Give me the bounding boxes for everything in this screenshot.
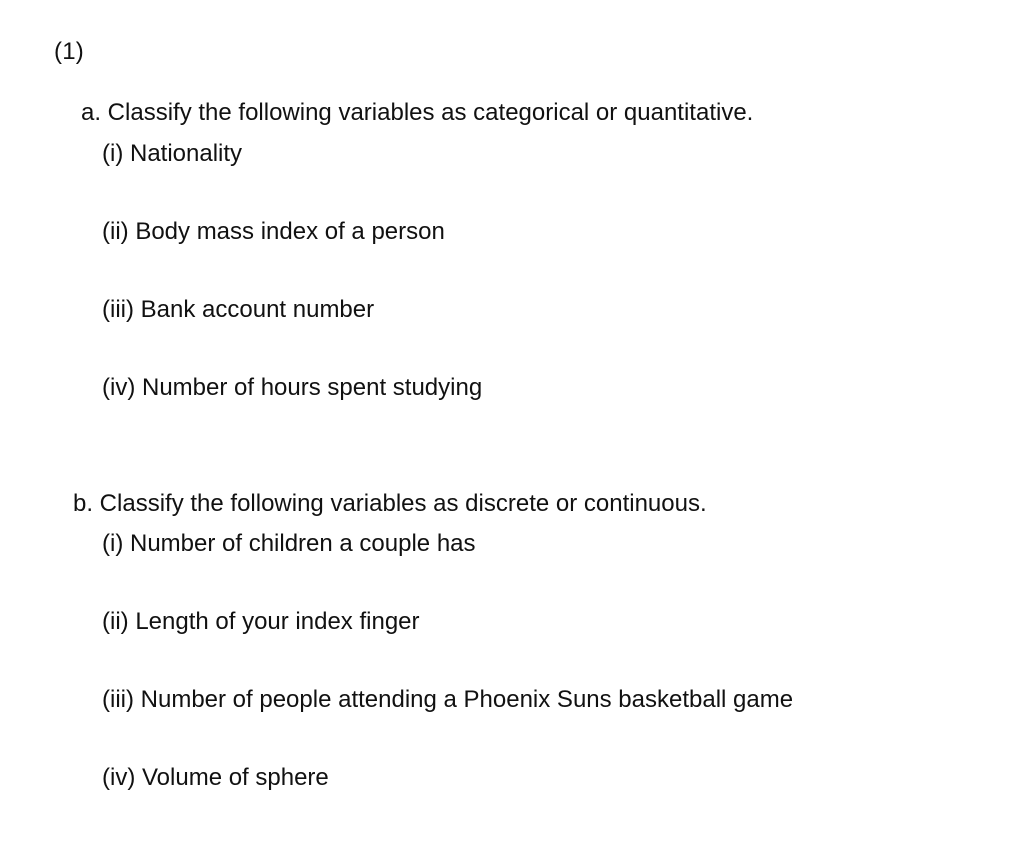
- part-b-item-2: (ii) Length of your index finger: [102, 608, 420, 635]
- part-a-prompt: a. Classify the following variables as categorical or quantitative.: [81, 99, 754, 126]
- part-b-prompt: b. Classify the following variables as discrete or continuous.: [73, 490, 707, 517]
- part-a-item-1: (i) Nationality: [102, 140, 243, 167]
- part-a-item-3: (iii) Bank account number: [102, 296, 375, 323]
- part-b-item-4: (iv) Volume of sphere: [102, 764, 329, 791]
- part-b-item-3: (iii) Number of people attending a Phoenix Suns basketball game: [102, 686, 794, 713]
- part-a-item-2: (ii) Body mass index of a person: [102, 218, 445, 245]
- problem-number: (1): [54, 38, 84, 65]
- part-b-item-1: (i) Number of children a couple has: [102, 530, 476, 557]
- part-a-item-4: (iv) Number of hours spent studying: [102, 374, 483, 401]
